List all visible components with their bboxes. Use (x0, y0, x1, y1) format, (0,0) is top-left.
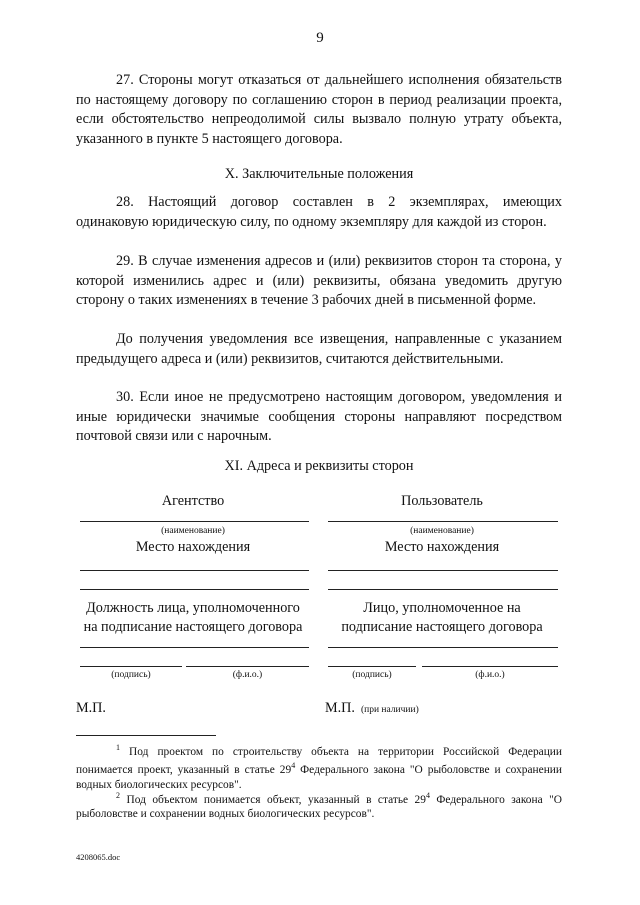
footnote-1 (76, 741, 562, 792)
footnote-separator (76, 735, 216, 736)
section-x-title: X. Заключительные положения (224, 166, 414, 182)
agency-name-line (80, 521, 309, 522)
agency-location-line-2 (80, 589, 309, 590)
paragraph-29-continued: До получения уведомления все извещения, направленные с указанием предыдущего адреса и (или) реквизитов, считаются действительными. (76, 331, 562, 367)
agency-position-line (80, 647, 309, 648)
section-xi-title: XI. Адреса и реквизиты сторон (224, 458, 414, 474)
page-number: 9 (316, 30, 324, 46)
user-stamp-note: (при наличии) (360, 705, 419, 715)
footnote-2-text: Под объектом понимается объект, указанный в статье 29 (126, 793, 426, 806)
agency-signature-caption: (подпись) (111, 670, 151, 680)
user-name-line (328, 521, 558, 522)
footnote-2 (76, 789, 562, 822)
paragraph-27: 27. Стороны могут отказаться от дальнейшего исполнения обязательств по настоящему договору по соглашению сторон в период реализации проекта, если обстоятельство непреодолимой силы вызвало полную утрату объекта, указанного в пункте 5 настоящего договора. (76, 72, 562, 147)
agency-fio-caption: (ф.и.о.) (232, 670, 263, 680)
user-header: Пользователь (401, 493, 483, 509)
agency-position-label-2: на подписание настоящего договора (83, 619, 303, 635)
user-stamp-label (325, 700, 419, 717)
agency-name-caption: (наименование) (161, 526, 225, 536)
user-fio-caption: (ф.и.о.) (475, 670, 505, 680)
agency-signature-line (80, 666, 182, 667)
agency-location-line-1 (80, 570, 309, 571)
footnote-2-superscript: 4 (425, 791, 430, 800)
user-name-caption: (наименование) (410, 526, 474, 536)
user-position-line (328, 647, 558, 648)
user-location-line-2 (328, 589, 558, 590)
user-position-label-1: Лицо, уполномоченное на (363, 600, 521, 616)
user-location-line-1 (328, 570, 558, 571)
paragraph-30: 30. Если иное не предусмотрено настоящим договором, уведомления и иные юридически значимые сообщения стороны направляют посредством почтовой связи или с нарочным. (76, 389, 562, 444)
footnote-1-tail: Федерального закона "О рыболовстве и сохранении водных биологических ресурсов". (76, 764, 562, 791)
user-signature-line (328, 666, 416, 667)
user-fio-line (422, 666, 558, 667)
paragraph-29: 29. В случае изменения адресов и (или) реквизитов сторон та сторона, у которой изменились адрес и (или) реквизиты, обязана уведомить другую сторону о таких изменениях в течение 3 рабочих дней в письменной форме. (76, 253, 562, 308)
agency-header: Агентство (161, 493, 225, 509)
footnote-1-superscript: 4 (291, 761, 296, 771)
footnote-1-mark: 1 (116, 743, 120, 752)
agency-fio-line (186, 666, 309, 667)
agency-stamp-label: М.П. (76, 700, 106, 716)
document-id: 4208065.doc (76, 852, 121, 862)
footnote-1-text: Под проектом по строительству объекта на территории Российской Федерации понимается проект, указанный в статье 29 (76, 745, 562, 777)
user-position-label-2: подписание настоящего договора (341, 619, 543, 635)
user-stamp-text: М.П. (325, 700, 355, 716)
agency-position-label-1: Должность лица, уполномоченного (86, 600, 300, 616)
footnote-2-mark: 2 (116, 791, 120, 800)
agency-location-label: Место нахождения (135, 539, 251, 555)
user-location-label: Место нахождения (384, 539, 500, 555)
paragraph-28: 28. Настоящий договор составлен в 2 экземплярах, имеющих одинаковую юридическую силу, по одному экземпляру для каждой из сторон. (76, 194, 562, 230)
footnote-2-tail: Федерального закона "О рыболовстве и сохранении водных биологических ресурсов". (76, 793, 562, 821)
user-signature-caption: (подпись) (352, 670, 392, 680)
